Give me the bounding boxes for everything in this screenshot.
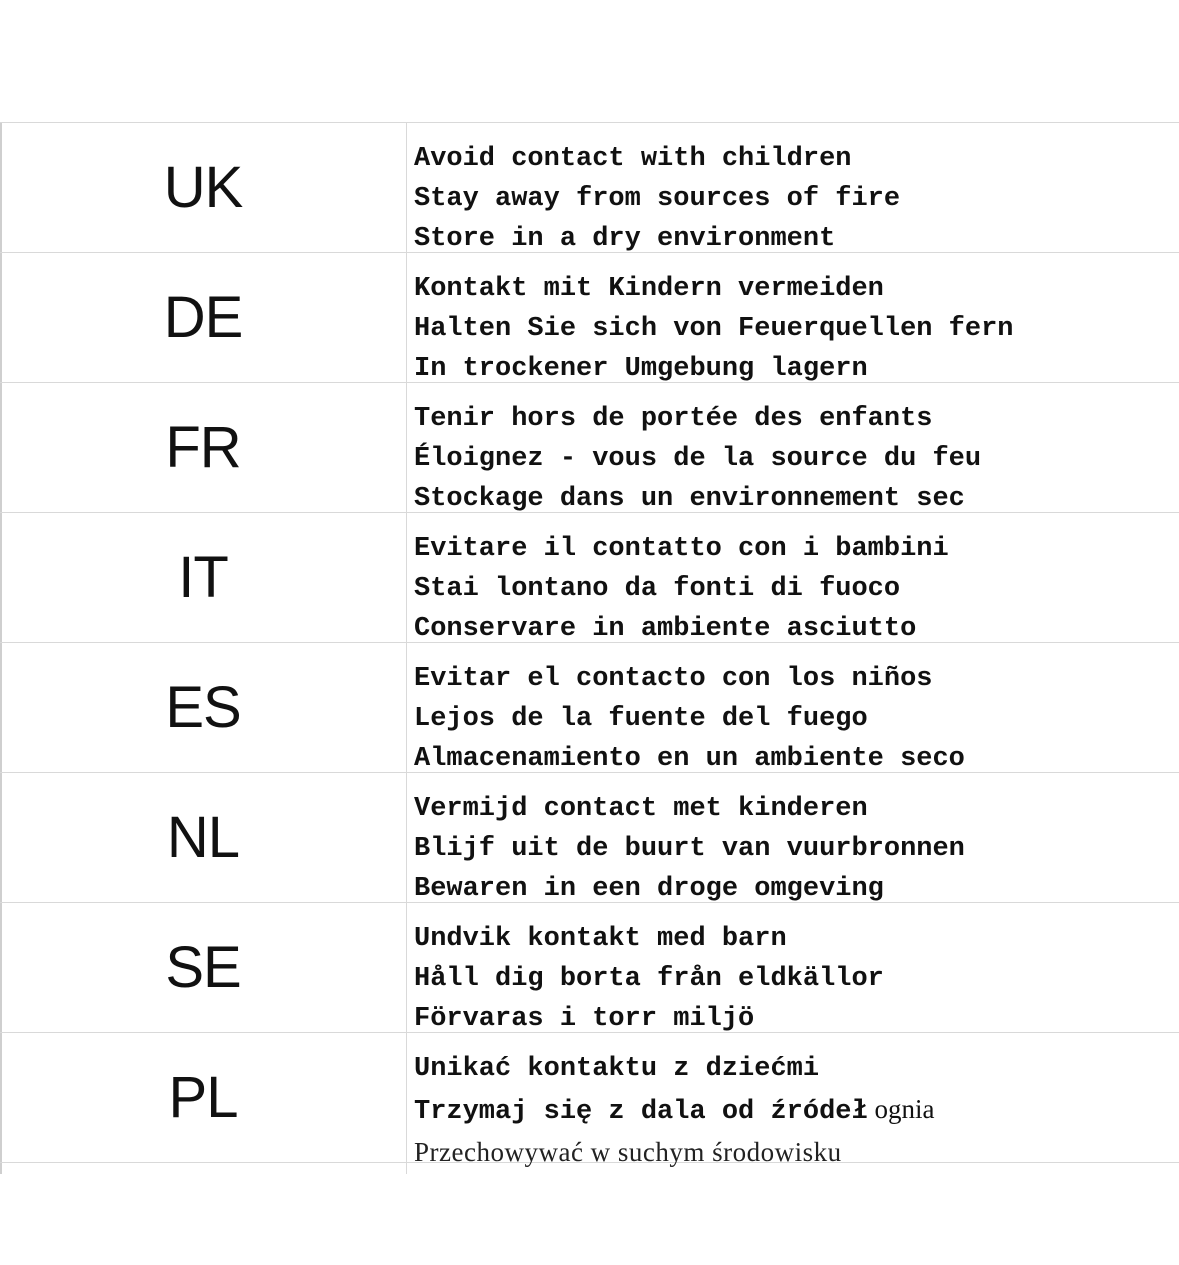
warning-line-1: Kontakt mit Kindern vermeiden — [414, 274, 884, 304]
warning-text — [414, 789, 1179, 909]
warning-line-1: Vermijd contact met kinderen — [414, 794, 868, 824]
warning-line-2: Blijf uit de buurt van vuurbronnen — [414, 834, 965, 864]
warning-line-2: Éloignez - vous de la source du feu — [414, 444, 982, 474]
table-row-it — [0, 513, 1179, 643]
table-row-uk — [0, 123, 1179, 253]
warning-table — [0, 122, 1179, 1167]
warning-text — [414, 139, 1179, 259]
country-code: ES — [165, 675, 241, 740]
warning-line-3: Bewaren in een droge omgeving — [414, 874, 884, 904]
warning-line-3: Przechowywać w suchym środowisku — [414, 1137, 842, 1167]
table-row-es — [0, 643, 1179, 773]
warning-text — [414, 269, 1179, 389]
warning-line-2: Håll dig borta från eldkällor — [414, 964, 884, 994]
table-row-pl — [0, 1033, 1179, 1167]
warning-text — [414, 659, 1179, 779]
country-code: IT — [178, 545, 228, 610]
country-code: PL — [168, 1065, 238, 1130]
warning-line-2: Halten Sie sich von Feuerquellen fern — [414, 314, 1014, 344]
warning-line-3: Almacenamiento en un ambiente seco — [414, 744, 965, 774]
table-row-nl — [0, 773, 1179, 903]
warning-line-1: Undvik kontakt med barn — [414, 924, 787, 954]
warning-line-1: Tenir hors de portée des enfants — [414, 404, 933, 434]
warning-line-3: In trockener Umgebung lagern — [414, 354, 868, 384]
warning-line-3: Store in a dry environment — [414, 224, 836, 254]
country-code: DE — [163, 285, 243, 350]
warning-line-3: Förvaras i torr miljö — [414, 1004, 755, 1034]
country-code: FR — [165, 415, 241, 480]
warning-text — [414, 1049, 1179, 1172]
warning-line-2-main: Trzymaj się z dala od źródeł — [414, 1097, 868, 1127]
warning-line-2-tail: ognia — [867, 1094, 935, 1124]
table-row-fr — [0, 383, 1179, 513]
country-code: SE — [165, 935, 241, 1000]
table-row-se — [0, 903, 1179, 1033]
warning-line-3: Stockage dans un environnement sec — [414, 484, 965, 514]
country-code: NL — [166, 805, 240, 870]
warning-text — [414, 399, 1179, 519]
warning-line-1: Evitare il contatto con i bambini — [414, 534, 949, 564]
country-code: UK — [163, 155, 243, 220]
warning-line-2 — [414, 1089, 1179, 1132]
warning-line-2: Lejos de la fuente del fuego — [414, 704, 868, 734]
warning-line-1: Avoid contact with children — [414, 144, 852, 174]
warning-text — [414, 919, 1179, 1039]
table-row-de — [0, 253, 1179, 383]
warning-text — [414, 529, 1179, 649]
warning-line-2: Stay away from sources of fire — [414, 184, 901, 214]
warning-line-1: Unikać kontaktu z dziećmi — [414, 1054, 820, 1084]
warning-line-1: Evitar el contacto con los niños — [414, 664, 933, 694]
warning-line-3: Conservare in ambiente asciutto — [414, 614, 917, 644]
warning-line-2: Stai lontano da fonti di fuoco — [414, 574, 901, 604]
